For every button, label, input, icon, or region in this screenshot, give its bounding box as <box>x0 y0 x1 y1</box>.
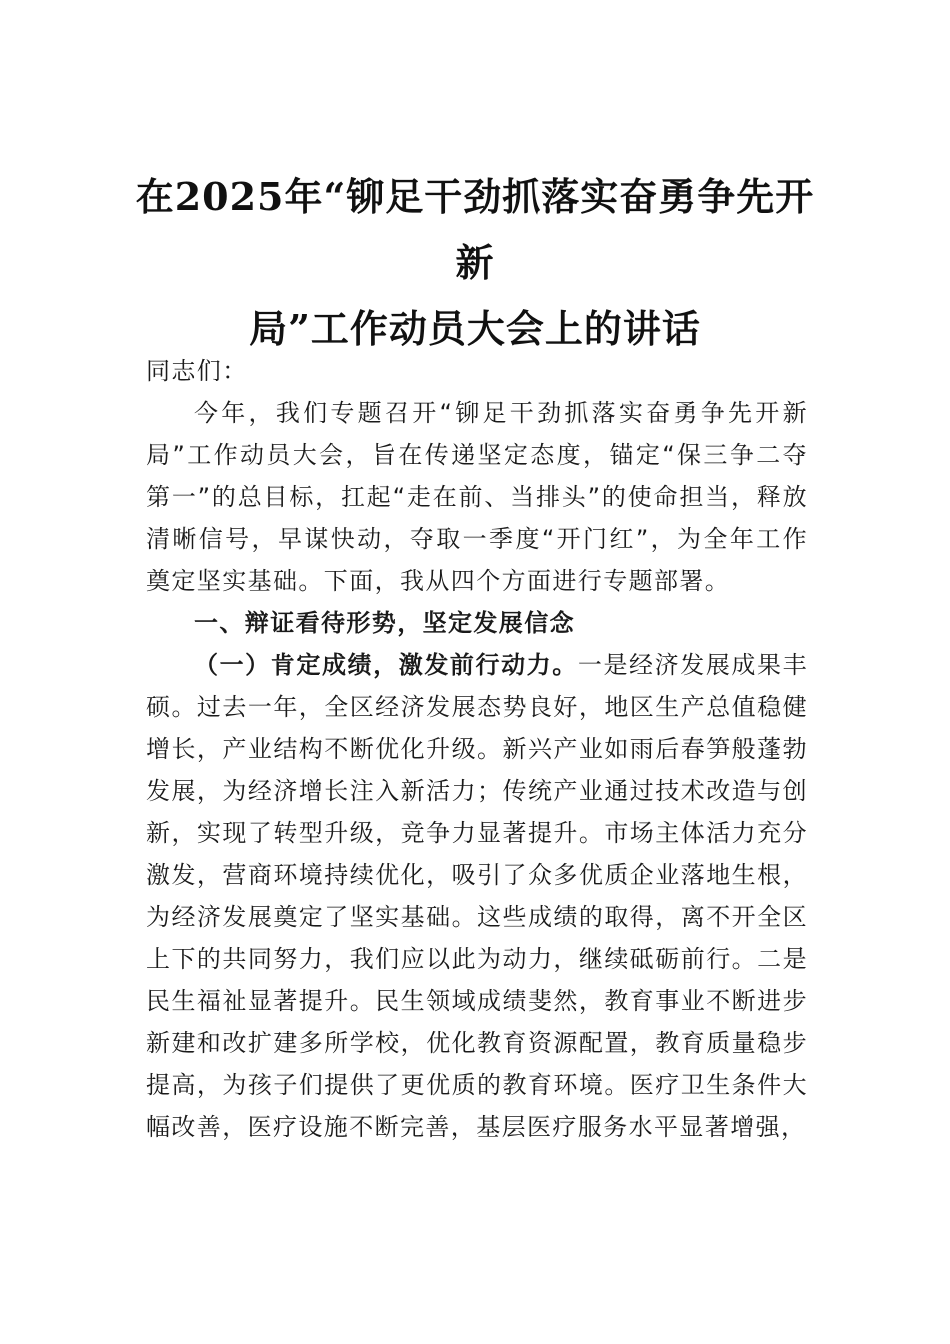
salutation: 同志们： <box>146 357 248 385</box>
title-line-2: 局”工作动员大会上的讲话 <box>249 306 701 351</box>
document-title <box>120 164 830 362</box>
section-1-heading: 一、辩证看待形势，坚定发展信念 <box>194 609 575 637</box>
subsection-1-paragraph <box>146 644 808 1148</box>
title-line-1: 在2025年“铆足干劲抓落实奋勇争先开新 <box>135 174 815 285</box>
subsection-1-heading: （一）肯定成绩，激发前行动力。 <box>194 651 578 679</box>
document-body <box>146 350 808 1148</box>
intro-paragraph: 今年，我们专题召开“铆足干劲抓落实奋勇争先开新局”工作动员大会，旨在传递坚定态度，锚定“保三争二夺第一”的总目标，扛起“走在前、当排头”的使命担当，释放清晰信号，早谋快动，夺取一季度“开门红”，为全年工作奠定坚实基础。下面，我从四个方面进行专题部署。 <box>146 399 808 595</box>
subsection-1-text: 一是经济发展成果丰硕。过去一年，全区经济发展态势良好，地区生产总值稳健增长，产业结构不断优化升级。新兴产业如雨后春笋般蓬勃发展，为经济增长注入新活力；传统产业通过技术改造与创新，实现了转型升级，竞争力显著提升。市场主体活力充分激发，营商环境持续优化，吸引了众多优质企业落地生根，为经济发展奠定了坚实基础。这些成绩的取得，离不开全区上下的共同努力，我们应以此为动力，继续砥砺前行。二是民生福祉显著提升。民生领域成绩斐然，教育事业不断进步新建和改扩建多所学校，优化教育资源配置，教育质量稳步提高，为孩子们提供了更优质的教育环境。医疗卫生条件大幅改善，医疗设施不断完善，基层医疗服务水平显著增强， <box>146 651 809 1141</box>
